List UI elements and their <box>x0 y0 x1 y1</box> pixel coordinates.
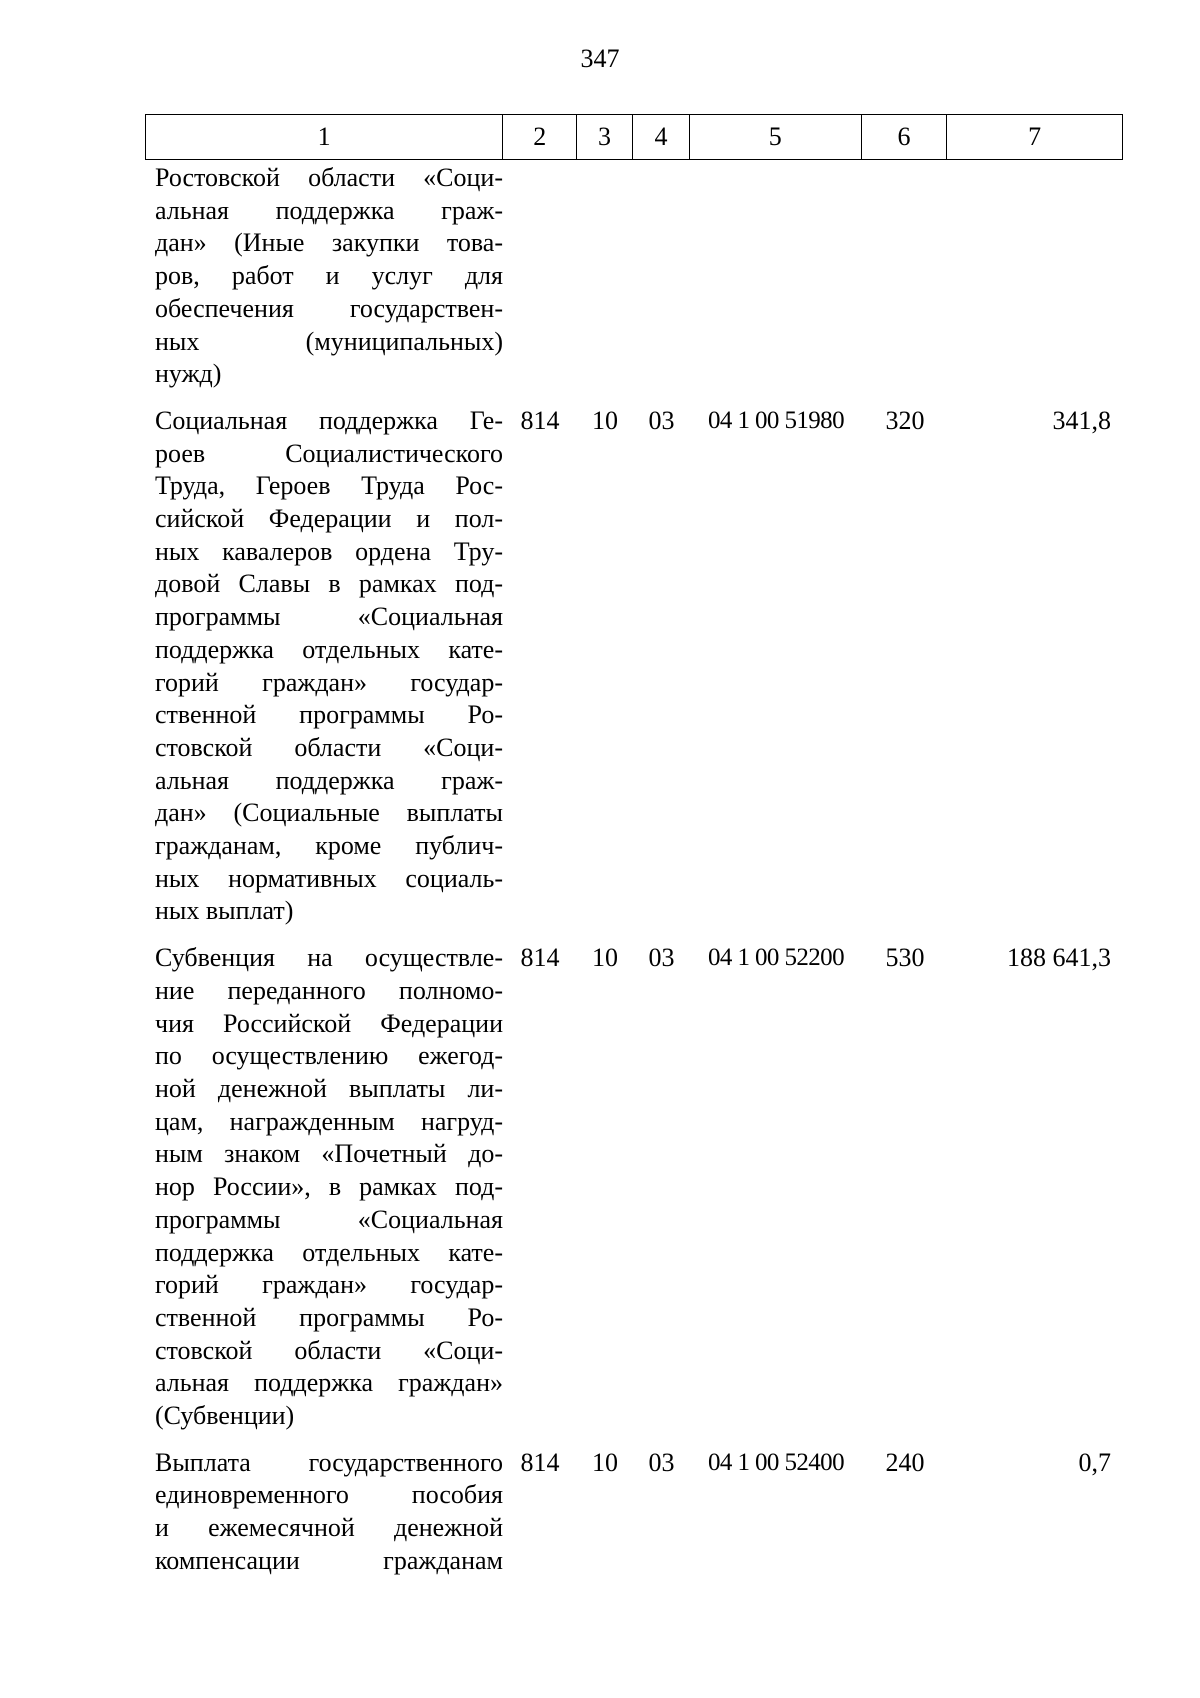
description-line: программы «Социальная <box>155 1204 503 1234</box>
description-line: стовской области «Соци- <box>155 1335 503 1365</box>
description-line: цам, награжденным нагруд- <box>155 1106 503 1136</box>
target-article-cell: 04 1 00 52200 <box>708 944 844 972</box>
description-line: ственной программы Ро- <box>155 1302 503 1332</box>
description-line: чия Российской Федерации <box>155 1008 503 1038</box>
budget-table <box>145 114 1123 1592</box>
description-line: ние переданного полномо- <box>155 975 503 1005</box>
page-number: 347 <box>580 44 620 73</box>
amount-cell: 341,8 <box>1052 405 1111 435</box>
section-code-cell: 10 <box>592 405 618 435</box>
description-line: нужд) <box>155 359 222 389</box>
ved-code-cell: 814 <box>520 943 560 973</box>
description-line: довой Славы в рамках под- <box>155 569 503 599</box>
description-line: альная поддержка граж- <box>155 195 503 225</box>
description-line: стовской области «Соци- <box>155 732 503 762</box>
description-line: компенсации гражданам <box>155 1545 503 1575</box>
target-article-cell: 04 1 00 51980 <box>708 406 844 434</box>
header-col-2: 2 <box>503 115 577 159</box>
description-line: роев Социалистического <box>155 438 503 468</box>
description-line: программы «Социальная <box>155 602 503 632</box>
description-line: сийской Федерации и пол- <box>155 504 503 534</box>
description-line: дан» (Иные закупки това- <box>155 228 503 258</box>
section-code-cell: 10 <box>592 1447 618 1477</box>
description-line: единовременного пособия <box>155 1480 503 1510</box>
header-col-6: 6 <box>862 115 948 159</box>
description-line: горий граждан» государ- <box>155 667 503 697</box>
table-row <box>145 1447 1123 1578</box>
description-line: ных (муниципальных) <box>155 326 503 356</box>
expense-type-cell: 320 <box>885 405 925 435</box>
amount-cell <box>948 162 1123 391</box>
header-col-1: 1 <box>146 115 503 159</box>
table-row <box>145 405 1123 928</box>
description-line: дан» (Социальные выплаты <box>155 798 503 828</box>
description-cell <box>155 405 503 928</box>
description-line: обеспечения государствен- <box>155 293 503 323</box>
subsection-code-cell: 03 <box>648 405 675 435</box>
description-line: ных кавалеров ордена Тру- <box>155 536 503 566</box>
header-col-7: 7 <box>1028 122 1042 151</box>
ved-code-cell: 814 <box>520 405 560 435</box>
subsection-code-cell: 03 <box>648 943 675 973</box>
table-body <box>145 162 1123 1578</box>
section-code-cell <box>577 162 633 391</box>
description-line: ным знаком «Почетный до- <box>155 1139 503 1169</box>
target-article-cell: 04 1 00 52400 <box>708 1448 844 1476</box>
description-line: Выплата государственного <box>155 1447 503 1477</box>
description-cell <box>155 942 503 1433</box>
description-line: Субвенция на осуществле- <box>155 943 503 973</box>
description-line: (Субвенции) <box>155 1401 295 1431</box>
description-cell <box>155 1447 503 1578</box>
description-line: ных выплат) <box>155 896 294 926</box>
description-line: Ростовской области «Соци- <box>155 163 503 192</box>
ved-code-cell: 814 <box>520 1447 560 1477</box>
description-line: горий граждан» государ- <box>155 1270 503 1300</box>
description-line: по осуществлению ежегод- <box>155 1041 503 1071</box>
amount-cell: 188 641,3 <box>1007 943 1111 973</box>
expense-type-cell: 530 <box>885 943 925 973</box>
description-line: и ежемесячной денежной <box>155 1513 503 1543</box>
description-line: ных нормативных социаль- <box>155 863 503 893</box>
description-line: Труда, Героев Труда Рос- <box>155 471 503 501</box>
description-line: альная поддержка граж- <box>155 765 503 795</box>
header-col-3: 3 <box>577 115 633 159</box>
table-row <box>145 942 1123 1433</box>
expense-type-cell <box>862 162 948 391</box>
amount-cell: 0,7 <box>1078 1447 1111 1477</box>
description-line: ров, работ и услуг для <box>155 261 503 291</box>
description-line: поддержка отдельных кате- <box>155 1237 503 1267</box>
description-line: гражданам, кроме публич- <box>155 831 503 861</box>
expense-type-cell: 240 <box>885 1447 925 1477</box>
description-line: ной денежной выплаты ли- <box>155 1073 503 1103</box>
subsection-code-cell: 03 <box>648 1447 675 1477</box>
table-row <box>145 162 1123 391</box>
target-article-cell <box>690 162 862 391</box>
header-col-4: 4 <box>633 115 690 159</box>
table-header-row <box>145 114 1123 160</box>
description-line: Социальная поддержка Ге- <box>155 405 503 435</box>
description-line: нор России», в рамках под- <box>155 1172 503 1202</box>
subsection-code-cell <box>633 162 690 391</box>
description-cell <box>155 162 503 391</box>
ved-code-cell <box>503 162 577 391</box>
section-code-cell: 10 <box>592 943 618 973</box>
description-line: альная поддержка граждан» <box>155 1368 503 1398</box>
description-line: поддержка отдельных кате- <box>155 634 503 664</box>
description-line: ственной программы Ро- <box>155 700 503 730</box>
header-col-5: 5 <box>690 115 862 159</box>
